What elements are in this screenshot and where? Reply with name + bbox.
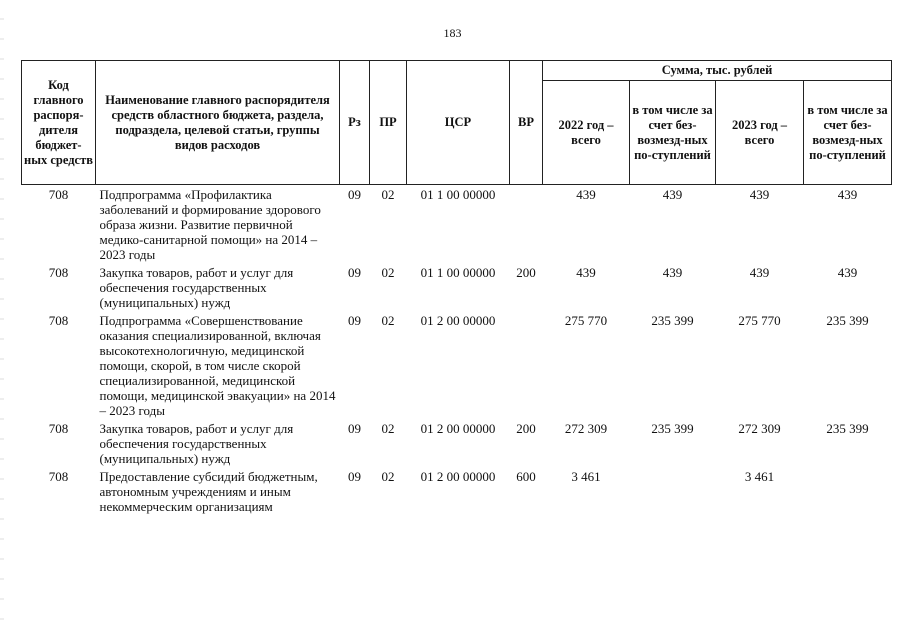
cell-vr: 200 — [516, 265, 536, 280]
header-csr: ЦСР — [407, 61, 510, 185]
cell-2022-total: 3 461 — [571, 469, 601, 484]
cell-code: 708 — [48, 313, 69, 328]
cell-2022-grant: 235 399 — [651, 313, 694, 328]
cell-2023-total: 275 770 — [738, 313, 781, 328]
cell-2023-grant: 235 399 — [826, 313, 869, 328]
cell-2022-grant: 235 399 — [651, 421, 694, 436]
cell-2023-grant: 439 — [837, 265, 858, 280]
cell-name: Подпрограмма «Совершенствование оказания специализированной, включая высокотехнологичную, медицинской помощи, скорой, в том числе скорой специализированной, медицинской помощи, медицинской эвакуации» на 2014 – 2023 годы — [99, 313, 336, 418]
cell-vr: 600 — [516, 469, 536, 484]
cell-code: 708 — [48, 265, 69, 280]
cell-2022-total: 275 770 — [564, 313, 608, 328]
cell-pr: 02 — [381, 313, 395, 328]
cell-2022-grant — [630, 467, 716, 515]
header-name: Наименование главного распорядителя средств областного бюджета, раздела, подраздела, целевой статьи, группы видов расходов — [96, 61, 340, 185]
cell-2022-total: 439 — [576, 187, 596, 202]
cell-pr: 02 — [381, 187, 395, 202]
cell-2023-total: 439 — [749, 187, 770, 202]
header-code: Код главного распоря-дителя бюджет-ных средств — [22, 61, 96, 185]
table-row — [22, 467, 892, 515]
cell-code: 708 — [48, 187, 69, 202]
cell-code: 708 — [48, 421, 69, 436]
table-body — [22, 185, 892, 516]
cell-name: Закупка товаров, работ и услуг для обеспечения государственных (муниципальных) нужд — [99, 421, 294, 466]
cell-pr: 02 — [381, 469, 395, 484]
header-2022-total: 2022 год – всего — [543, 81, 630, 185]
cell-vr — [510, 185, 543, 264]
table-header — [22, 61, 892, 185]
table-row — [22, 185, 892, 264]
header-pr: ПР — [370, 61, 407, 185]
cell-2022-grant: 439 — [662, 187, 683, 202]
header-2023-total: 2023 год – всего — [716, 81, 804, 185]
header-2022-grant: в том числе за счет без-возмезд-ных по-ступлений — [630, 81, 716, 185]
table-row — [22, 419, 892, 467]
cell-2022-total: 272 309 — [564, 421, 608, 436]
cell-2023-total: 3 461 — [744, 469, 775, 484]
cell-2023-total: 272 309 — [738, 421, 781, 436]
cell-name: Закупка товаров, работ и услуг для обеспечения государственных (муниципальных) нужд — [99, 265, 294, 310]
cell-2022-grant: 439 — [662, 265, 683, 280]
cell-rz: 09 — [348, 187, 361, 202]
header-2023-grant: в том числе за счет без-возмезд-ных по-ступлений — [804, 81, 892, 185]
header-rz: Рз — [340, 61, 370, 185]
cell-csr: 01 2 00 00000 — [420, 313, 496, 328]
header-vr: ВР — [510, 61, 543, 185]
header-sum-group: Сумма, тыс. рублей — [543, 61, 892, 81]
cell-pr: 02 — [381, 421, 395, 436]
table-row — [22, 263, 892, 311]
cell-csr: 01 2 00 00000 — [420, 421, 496, 436]
cell-rz: 09 — [348, 421, 361, 436]
cell-name: Подпрограмма «Профилактика заболеваний и формирование здорового образа жизни. Развитие первичной медико-санитарной помощи» на 2014 – 2023 годы — [99, 187, 321, 262]
cell-2023-total: 439 — [749, 265, 770, 280]
cell-pr: 02 — [381, 265, 395, 280]
cell-2022-total: 439 — [576, 265, 596, 280]
scan-edge-marks — [0, 0, 4, 634]
cell-2023-grant: 235 399 — [826, 421, 869, 436]
page-number: 183 — [443, 26, 462, 40]
table-row — [22, 311, 892, 419]
cell-vr — [510, 311, 543, 419]
budget-table — [21, 60, 892, 515]
cell-code: 708 — [48, 469, 69, 484]
cell-rz: 09 — [348, 313, 361, 328]
cell-csr: 01 2 00 00000 — [420, 469, 496, 484]
cell-rz: 09 — [348, 265, 361, 280]
cell-2023-grant: 439 — [837, 187, 858, 202]
cell-2023-grant — [804, 467, 892, 515]
cell-rz: 09 — [348, 469, 361, 484]
cell-vr: 200 — [516, 421, 536, 436]
cell-csr: 01 1 00 00000 — [420, 187, 496, 202]
cell-csr: 01 1 00 00000 — [420, 265, 496, 280]
cell-name: Предоставление субсидий бюджетным, автономным учреждениям и иным некоммерческим организациям — [99, 469, 318, 514]
